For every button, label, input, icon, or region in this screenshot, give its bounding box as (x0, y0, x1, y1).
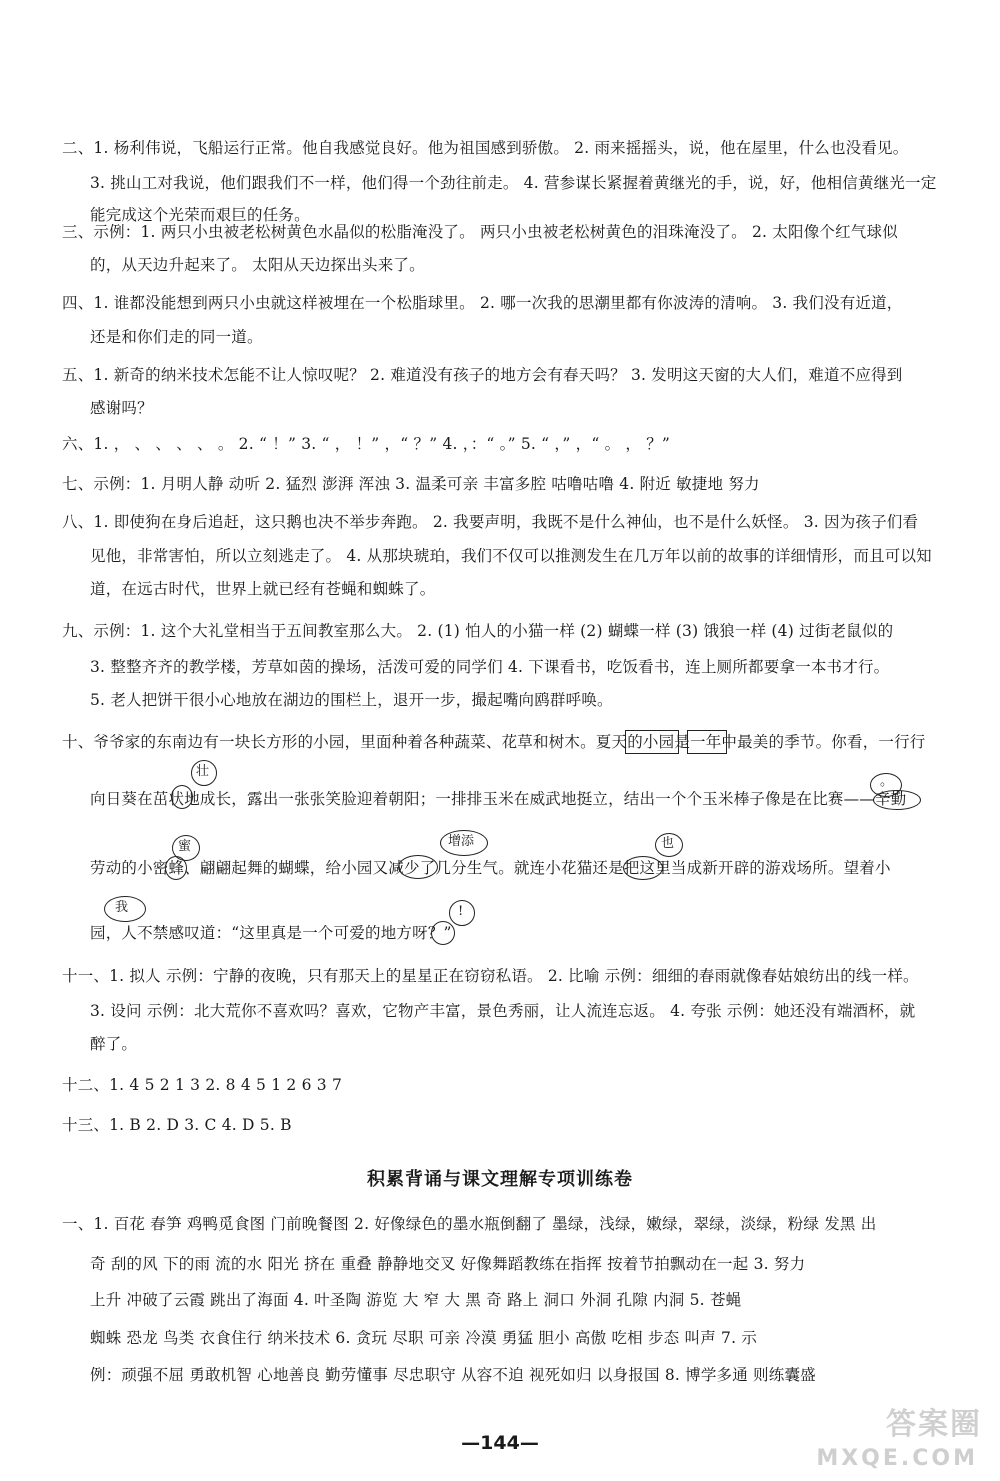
text-line: 五、1. 新奇的纳米技术怎能不让人惊叹呢？ 2. 难道没有孩子的地方会有春天吗？ 3. 发明这天窗的大人们，难道不应得到 (62, 366, 903, 384)
text-line: 十二、1. 4 5 2 1 3 2. 8 4 5 1 2 6 3 7 (62, 1076, 343, 1094)
text-line: 园，人不禁感叹道：“这里真是一个可爱的地方呀？” (90, 924, 452, 942)
text-line: 5. 老人把饼干很小心地放在湖边的围栏上，退开一步，撮起嘴向鸥群呼唤。 (90, 691, 613, 709)
text-line: 二、1. 杨利伟说，飞船运行正常。他自我感觉良好。他为祖国感到骄傲。 2. 雨来摇摇头，说，他在屋里，什么也没看见。 (62, 139, 909, 157)
correction-mark: 蜜 (178, 839, 192, 854)
correction-mark: 也 (661, 836, 675, 851)
text-line: 十、爷爷家的东南边有一块长方形的小园，里面种着各种蔬菜、花草和树木。夏天的小园是一年中最美的季节。你看，一行行 (62, 733, 926, 751)
section-title: 积累背诵与课文理解专项训练卷 (367, 1169, 633, 1190)
text-line: 劳动的小密蜂、翩翩起舞的蝴蝶，给小园又减少了几分生气。就连小花猫还是把这里当成新开辟的游戏场所。望着小 (90, 859, 891, 877)
proofread-circle (873, 790, 921, 810)
text-line: 例：顽强不屈 勇敢机智 心地善良 勤劳懂事 尽忠职守 从容不迫 视死如归 以身报国 8. 博学多通 则练囊盛 (90, 1366, 816, 1384)
text-line: 的，从天边升起来了。 太阳从天边探出头来了。 (90, 256, 425, 274)
text-line: 3. 挑山工对我说，他们跟我们不一样，他们得一个劲往前走。 4. 营参谋长紧握着黄继光的手，说，好，他相信黄继光一定 (90, 174, 937, 192)
text-line: 七、示例：1. 月明人静 动听 2. 猛烈 澎湃 浑浊 3. 温柔可亲 丰富多腔 咕噜咕噜 4. 附近 敏捷地 努力 (62, 475, 760, 493)
text-line: 十三、1. B 2. D 3. C 4. D 5. B (62, 1116, 292, 1134)
text-line: 九、示例：1. 这个大礼堂相当于五间教室那么大。 2. (1) 怕人的小猫一样 (2) 蝴蝶一样 (3) 饿狼一样 (4) 过街老鼠似的 (62, 622, 894, 640)
watermark-logo: 答案圈 (886, 1407, 982, 1442)
proofread-circle (165, 856, 187, 880)
text-line: 四、1. 谁都没能想到两只小虫就这样被埋在一个松脂球里。 2. 哪一次我的思潮里都有你波涛的清响。 3. 我们没有近道， (62, 294, 903, 312)
text-line: 蜘蛛 恐龙 鸟类 衣食住行 纳米技术 6. 贪玩 尽职 可亲 冷漠 勇猛 胆小 高傲 吃相 步态 叫声 7. 示 (90, 1329, 758, 1347)
text-line: 上升 冲破了云霞 跳出了海面 4. 叶圣陶 游览 大 窄 大 黑 奇 路上 洞口 外洞 孔隙 内洞 5. 苍蝇 (90, 1291, 742, 1309)
proofread-circle (171, 785, 193, 809)
correction-mark: 我 (115, 900, 129, 915)
correction-mark: 壮 (196, 764, 210, 779)
text-line: 见他，非常害怕，所以立刻逃走了。 4. 从那块琥珀，我们不仅可以推测发生在几万年以前的故事的详细情形，而且可以知 (90, 547, 932, 565)
text-line: 能完成这个光荣而艰巨的任务。 (90, 206, 310, 224)
proofread-circle (398, 855, 438, 879)
page-number: —144— (461, 1432, 539, 1454)
proofread-box (687, 730, 727, 754)
text-line: 六、1. ， 、 、 、 、 。 2. “ ！” 3. “ ， ！” ，“ ？” 4. ，：“ 。” 5. “ ，” ，“ 。 ， ？” (62, 435, 671, 453)
text-line: 一、1. 百花 春笋 鸡鸭觅食图 门前晚餐图 2. 好像绿色的墨水瓶倒翻了 墨绿，浅绿，嫩绿，翠绿，淡绿，粉绿 发黑 出 (62, 1215, 877, 1233)
watermark-url: MXQE.COM (816, 1446, 978, 1471)
text-line: 3. 整整齐齐的教学楼，芳草如茵的操场，活泼可爱的同学们 4. 下课看书，吃饭看书，连上厕所都要拿一本书才行。 (90, 658, 890, 676)
correction-mark: ! (458, 904, 464, 919)
proofread-circle (431, 921, 455, 945)
text-line: 三、示例：1. 两只小虫被老松树黄色水晶似的松脂淹没了。 两只小虫被老松树黄色的泪珠淹没了。 2. 太阳像个红气球似 (62, 223, 898, 241)
text-line: 奇 刮的风 下的雨 流的水 阳光 挤在 重叠 静静地交叉 好像舞蹈教练在指挥 按着节拍飘动在一起 3. 努力 (90, 1255, 806, 1273)
proofread-box (625, 730, 679, 754)
text-line: 3. 设问 示例：北大荒你不喜欢吗？喜欢，它物产丰富，景色秀丽，让人流连忘返。 4. 夸张 示例：她还没有端酒杯，就 (90, 1002, 916, 1020)
text-line: 八、1. 即使狗在身后追赶，这只鹅也决不举步奔跑。 2. 我要声明，我既不是什么神仙，也不是什么妖怪。 3. 因为孩子们看 (62, 513, 919, 531)
text-line: 醉了。 (90, 1035, 138, 1053)
correction-mark: 。 (880, 774, 894, 789)
proofread-circle (623, 856, 663, 880)
text-line: 向日葵在茁状地成长，露出一张张笑脸迎着朝阳；一排排玉米在威武地挺立，结出一个个玉米棒子像是在比赛——辛勤 (90, 790, 907, 808)
text-line: 十一、1. 拟人 示例：宁静的夜晚，只有那天上的星星正在窃窃私语。 2. 比喻 示例：细细的春雨就像春姑娘纺出的线一样。 (62, 967, 919, 985)
text-line: 感谢吗？ (90, 399, 153, 417)
text-line: 还是和你们走的同一道。 (90, 328, 263, 346)
correction-mark: 增添 (448, 834, 475, 849)
text-line: 道，在远古时代，世界上就已经有苍蝇和蜘蛛了。 (90, 580, 436, 598)
